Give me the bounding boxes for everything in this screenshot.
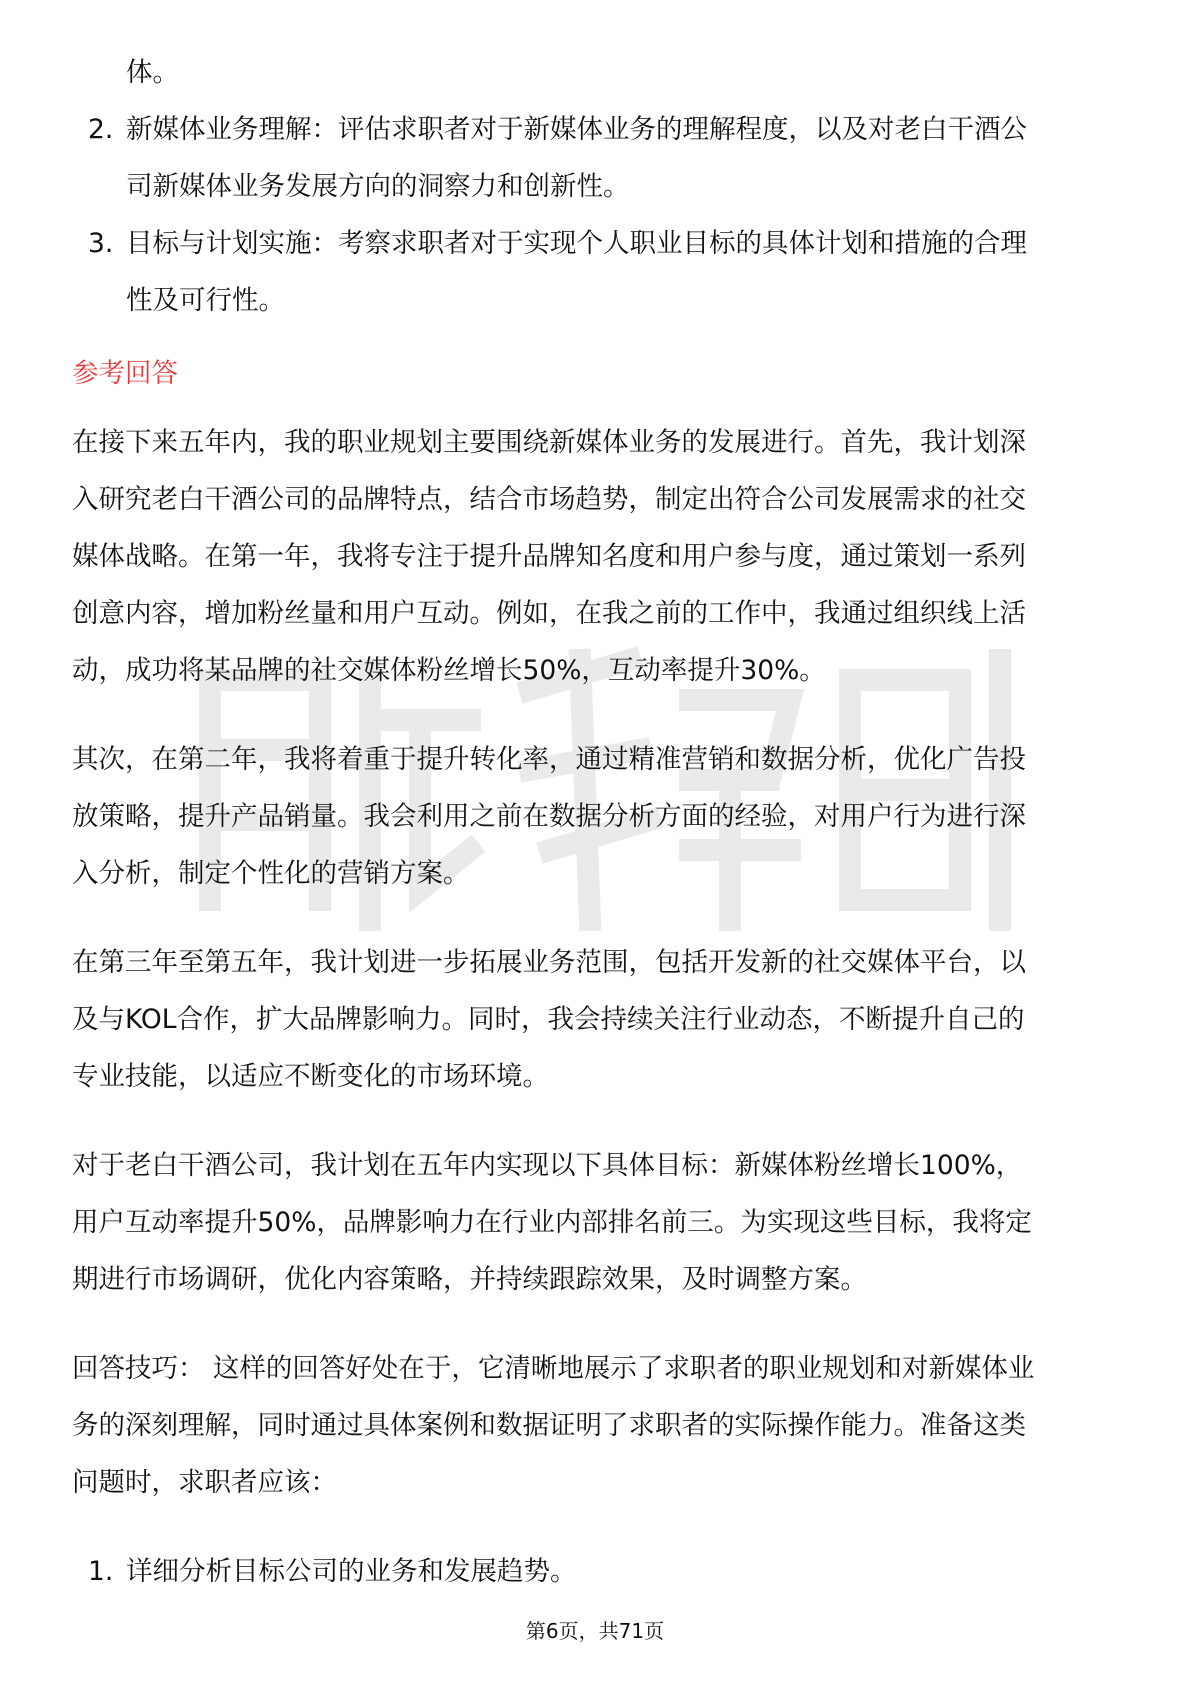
answer-paragraph [72,731,1122,902]
evaluation-criteria-list [72,101,1122,329]
list-item [72,215,1122,329]
paragraph-line: 期进行市场调研，优化内容策略，并持续跟踪效果，及时调整方案。 [72,1264,867,1295]
list-number: 2. [88,114,114,145]
document-content [72,44,1122,1600]
paragraph-line: 放策略，提升产品销量。我会利用之前在数据分析方面的经验，对用户行为进行深 [72,801,1026,832]
paragraph-line: 创意内容，增加粉丝量和用户互动。例如，在我之前的工作中，我通过组织线上活 [72,598,1026,629]
page-footer: 第6页，共71页 [525,1619,665,1643]
paragraph-line: 务的深刻理解，同时通过具体案例和数据证明了求职者的实际操作能力。准备这类 [72,1410,1026,1441]
paragraph-line: 回答技巧： 这样的回答好处在于，它清晰地展示了求职者的职业规划和对新媒体业 [72,1353,1035,1384]
list-item-line: 新媒体业务理解：评估求职者对于新媒体业务的理解程度，以及对老白干酒公 [126,114,1027,145]
list-item-continuation: 体。 [126,57,179,88]
paragraph-line: 在第三年至第五年，我计划进一步拓展业务范围，包括开发新的社交媒体平台，以 [72,947,1026,978]
paragraph-line: 入分析，制定个性化的营销方案。 [72,858,470,889]
paragraph-line: 入研究老白干酒公司的品牌特点，结合市场趋势，制定出符合公司发展需求的社交 [72,484,1026,515]
paragraph-line: 其次，在第二年，我将着重于提升转化率，通过精准营销和数据分析，优化广告投 [72,744,1026,775]
paragraph-line: 问题时，求职者应该： [72,1467,337,1498]
list-item [72,1543,1122,1600]
answer-paragraph [72,934,1122,1105]
paragraph-line: 用户互动率提升50%，品牌影响力在行业内部排名前三。为实现这些目标，我将定 [72,1207,1032,1238]
list-number: 1. [88,1556,114,1587]
list-number: 3. [88,228,114,259]
list-item-line: 性及可行性。 [126,285,285,316]
answer-paragraph [72,414,1122,699]
list-item [72,101,1122,215]
answer-tips-paragraph [72,1340,1122,1511]
list-item-line: 详细分析目标公司的业务和发展趋势。 [126,1556,577,1587]
section-heading: 参考回答 [72,358,178,389]
paragraph-line: 对于老白干酒公司，我计划在五年内实现以下具体目标：新媒体粉丝增长100%， [72,1150,1023,1181]
paragraph-line: 专业技能，以适应不断变化的市场环境。 [72,1061,549,1092]
tips-list [72,1543,1122,1600]
list-item-line: 司新媒体业务发展方向的洞察力和创新性。 [126,171,630,202]
paragraph-line: 媒体战略。在第一年，我将专注于提升品牌知名度和用户参与度，通过策划一系列 [72,541,1026,572]
answer-paragraph [72,1137,1122,1308]
paragraph-line: 在接下来五年内，我的职业规划主要围绕新媒体业务的发展进行。首先，我计划深 [72,427,1026,458]
paragraph-line: 及与KOL合作，扩大品牌影响力。同时，我会持续关注行业动态，不断提升自己的 [72,1004,1025,1035]
list-item-line: 目标与计划实施：考察求职者对于实现个人职业目标的具体计划和措施的合理 [126,228,1027,259]
paragraph-line: 动，成功将某品牌的社交媒体粉丝增长50%，互动率提升30%。 [72,655,826,686]
